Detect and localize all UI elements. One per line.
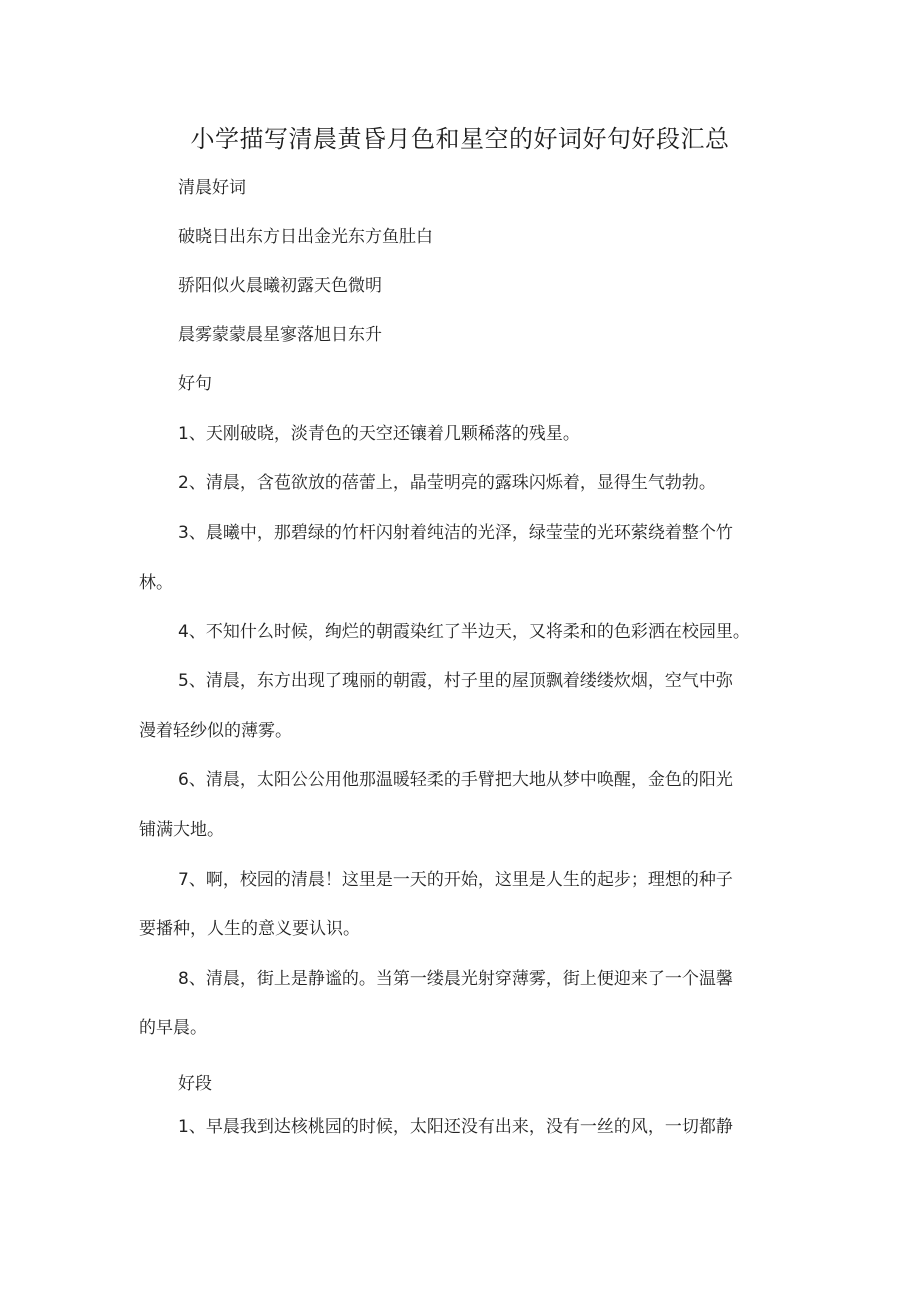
word-line: 晨雾蒙蒙晨星寥落旭日东升 — [178, 325, 382, 345]
word-line: 骄阳似火晨曦初露天色微明 — [178, 276, 382, 296]
sentence-line: 5、清晨，东方出现了瑰丽的朝霞，村子里的屋顶飘着缕缕炊烟，空气中弥 — [178, 671, 733, 691]
sentence-line: 6、清晨，太阳公公用他那温暖轻柔的手臂把大地从梦中唤醒，金色的阳光 — [178, 770, 733, 790]
sentence-line: 1、天刚破晓，淡青色的天空还镶着几颗稀落的残星。 — [178, 424, 580, 444]
section-heading-good-paragraphs: 好段 — [178, 1074, 212, 1094]
sentence-continuation-line: 要播种，人生的意义要认识。 — [139, 919, 360, 939]
sentence-continuation-line: 的早晨。 — [139, 1018, 207, 1038]
section-heading-morning-words: 清晨好词 — [178, 178, 246, 198]
sentence-continuation-line: 林。 — [139, 573, 173, 593]
sentence-line: 2、清晨，含苞欲放的蓓蕾上，晶莹明亮的露珠闪烁着，显得生气勃勃。 — [178, 473, 716, 493]
section-heading-good-sentences: 好句 — [178, 374, 212, 394]
sentence-line: 4、不知什么时候，绚烂的朝霞染红了半边天，又将柔和的色彩洒在校园里。 — [178, 622, 750, 642]
sentence-continuation-line: 漫着轻纱似的薄雾。 — [139, 721, 292, 741]
sentence-continuation-line: 铺满大地。 — [139, 820, 224, 840]
paragraph-line: 1、早晨我到达核桃园的时候，太阳还没有出来，没有一丝的风，一切都静 — [178, 1117, 733, 1137]
sentence-line: 7、啊，校园的清晨！这里是一天的开始，这里是人生的起步；理想的种子 — [178, 870, 733, 890]
word-line: 破晓日出东方日出金光东方鱼肚白 — [178, 227, 433, 247]
sentence-line: 3、晨曦中，那碧绿的竹杆闪射着纯洁的光泽，绿莹莹的光环萦绕着整个竹 — [178, 523, 733, 543]
document-title: 小学描写清晨黄昏月色和星空的好词好句好段汇总 — [190, 125, 730, 153]
sentence-line: 8、清晨，街上是静谧的。当第一缕晨光射穿薄雾，街上便迎来了一个温馨 — [178, 969, 733, 989]
